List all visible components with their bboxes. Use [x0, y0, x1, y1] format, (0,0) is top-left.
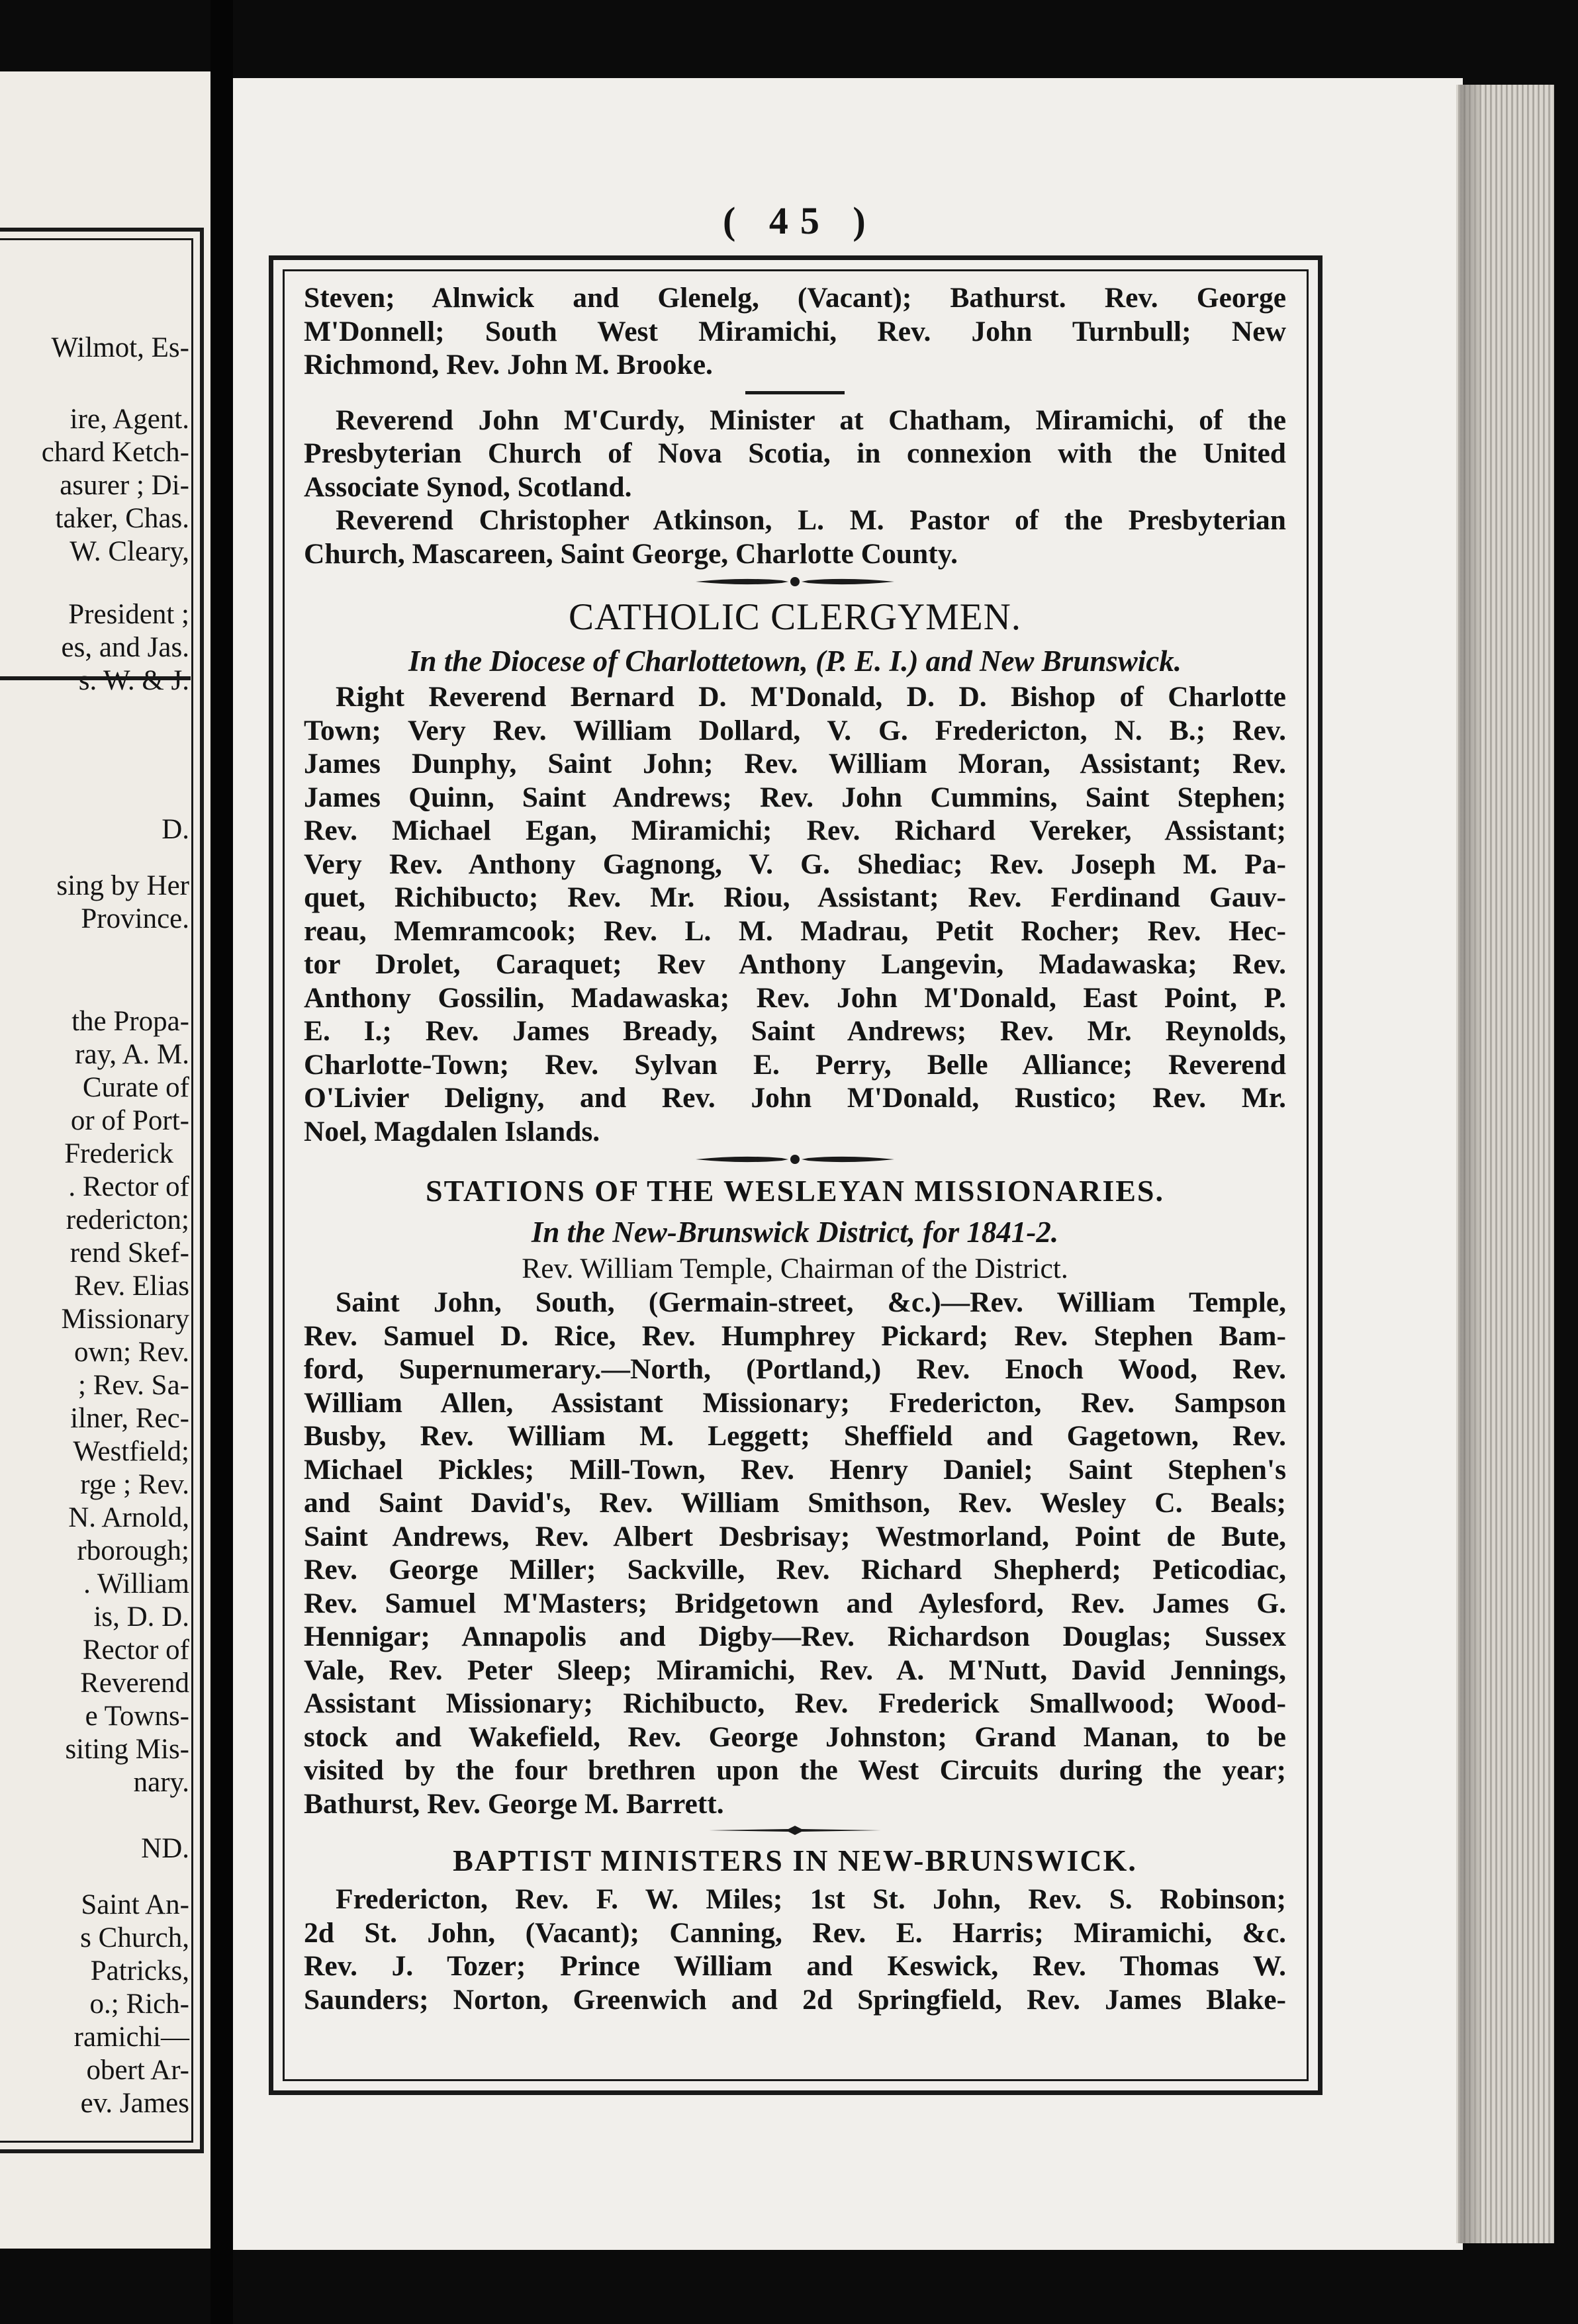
facing-page-line: Province. — [81, 903, 189, 934]
text-line: Rev. George Miller; Sackville, Rev. Richard Shepherd; Peticodiac, — [304, 1554, 1286, 1586]
text-line: Presbyterian Church of Nova Scotia, in connexion with the United — [304, 437, 1286, 469]
catholic-heading: CATHOLIC CLERGYMEN. — [569, 596, 1021, 638]
facing-page-line: s. W. & J. — [78, 665, 189, 696]
page-number: ( 45 ) — [723, 199, 878, 242]
text-line: reau, Memramcook; Rev. L. M. Madrau, Petit Rocher; Rev. Hec- — [304, 915, 1286, 947]
facing-page-line: sing by Her — [56, 870, 189, 901]
wesleyan-subheading: In the New-Brunswick District, for 1841-2. — [531, 1216, 1059, 1249]
text-line: Charlotte-Town; Rev. Sylvan E. Perry, Belle Alliance; Reverend — [304, 1048, 1286, 1081]
text-line: Michael Pickles; Mill-Town, Rev. Henry Daniel; Saint Stephen's — [304, 1453, 1286, 1486]
facing-page-line: N. Arnold, — [68, 1502, 189, 1533]
catholic-subheading: In the Diocese of Charlottetown, (P. E. I.) and New Brunswick. — [408, 645, 1182, 678]
text-line: Rev. Samuel M'Masters; Bridgetown and Aylesford, Rev. James G. — [304, 1587, 1286, 1619]
facing-page-line: Saint An- — [81, 1889, 189, 1920]
text-line: stock and Wakefield, Rev. George Johnston; Grand Manan, to be — [304, 1721, 1286, 1753]
facing-page-line: asurer ; Di- — [60, 470, 189, 501]
text-line: Saint Andrews, Rev. Albert Desbrisay; Westmorland, Point de Bute, — [304, 1520, 1286, 1552]
facing-page-line: rborough; — [77, 1535, 189, 1566]
facing-page-line: President ; — [68, 599, 189, 630]
text-line: Church, Mascareen, Saint George, Charlotte County. — [304, 537, 958, 570]
text-line: E. I.; Rev. James Bready, Saint Andrews; Rev. Mr. Reynolds, — [304, 1015, 1286, 1047]
facing-page-rule — [0, 676, 191, 680]
page-edge-shadow — [1460, 85, 1480, 2243]
facing-page-line: ev. James — [80, 2088, 189, 2119]
page-content — [304, 281, 1286, 2016]
text-line: Rev. Michael Egan, Miramichi; Rev. Richard Vereker, Assistant; — [304, 815, 1286, 846]
facing-page-line: own; Rev. — [74, 1337, 189, 1368]
text-line: William Allen, Assistant Missionary; Fredericton, Rev. Sampson — [304, 1386, 1286, 1419]
facing-page-line: redericton; — [66, 1204, 189, 1235]
facing-page-line: . William — [83, 1568, 189, 1599]
facing-page — [0, 71, 210, 2249]
text-line: Saint John, South, (Germain-street, &c.)—Rev. William Temple, — [336, 1286, 1286, 1318]
facing-page-line: ire, Agent. — [70, 404, 189, 435]
facing-page-line: or of Port- — [70, 1105, 189, 1136]
text-line: 2d St. John, (Vacant); Canning, Rev. E. Harris; Miramichi, &c. — [304, 1916, 1286, 1949]
text-line: tor Drolet, Caraquet; Rev Anthony Langevin, Madawaska; Rev. — [304, 948, 1286, 980]
wesleyan-heading: STATIONS OF THE WESLEYAN MISSIONARIES. — [425, 1174, 1165, 1208]
text-line: visited by the four brethren upon the West Circuits during the year; — [304, 1754, 1286, 1786]
text-line: Fredericton, Rev. F. W. Miles; 1st St. John, Rev. S. Robinson; — [336, 1883, 1286, 1915]
facing-page-line: ; Rev. Sa- — [78, 1370, 189, 1401]
facing-page-line: ilner, Rec- — [70, 1403, 189, 1434]
text-line: Reverend John M'Curdy, Minister at Chatham, Miramichi, of the — [336, 404, 1286, 436]
wesleyan-chairman: Rev. William Temple, Chairman of the District. — [522, 1253, 1068, 1284]
facing-page-line: D. — [162, 814, 189, 845]
baptist-heading: BAPTIST MINISTERS IN NEW-BRUNSWICK. — [453, 1844, 1137, 1877]
facing-page-line: e Towns- — [85, 1701, 189, 1732]
facing-page-line: Patricks, — [90, 1955, 189, 1987]
text-line: Rev. Samuel D. Rice, Rev. Humphrey Pickard; Rev. Stephen Bam- — [304, 1319, 1286, 1352]
text-line: Associate Synod, Scotland. — [304, 470, 632, 503]
ornament-divider — [709, 1824, 881, 1836]
text-line: Noel, Magdalen Islands. — [304, 1115, 600, 1147]
text-line: James Dunphy, Saint John; Rev. William Moran, Assistant; Rev. — [304, 748, 1286, 780]
text-line: Steven; Alnwick and Glenelg, (Vacant); Bathurst. Rev. George — [304, 282, 1286, 314]
facing-page-line: Wilmot, Es- — [51, 332, 189, 363]
facing-page-line: is, D. D. — [93, 1601, 189, 1632]
text-line: Hennigar; Annapolis and Digby—Rev. Richardson Douglas; Sussex — [304, 1621, 1286, 1652]
facing-page-line: Missionary — [61, 1304, 189, 1335]
facing-page-line: Rev. Elias — [74, 1271, 189, 1302]
ornament-divider — [696, 1152, 894, 1167]
page-frame — [269, 255, 1323, 2095]
text-line: quet, Richibucto; Rev. Mr. Riou, Assistant; Rev. Ferdinand Gauv- — [304, 881, 1286, 913]
ornament-divider — [696, 574, 894, 589]
text-line: Busby, Rev. William M. Leggett; Sheffield and Gagetown, Rev. — [304, 1420, 1286, 1452]
section-rule — [745, 391, 845, 394]
text-line: Assistant Missionary; Richibucto, Rev. Frederick Smallwood; Wood- — [304, 1687, 1286, 1719]
text-line: Town; Very Rev. William Dollard, V. G. Fredericton, N. B.; Rev. — [304, 714, 1286, 746]
text-line: Vale, Rev. Peter Sleep; Miramichi, Rev. A. M'Nutt, David Jennings, — [304, 1654, 1286, 1686]
facing-page-line: Frederick — [64, 1138, 173, 1169]
text-line: Very Rev. Anthony Gagnong, V. G. Shediac; Rev. Joseph M. Pa- — [304, 848, 1286, 880]
facing-page-line: ramichi— — [73, 2022, 189, 2053]
text-line: Anthony Gossilin, Madawaska; Rev. John M'Donald, East Point, P. — [304, 981, 1286, 1014]
facing-page-line: ray, A. M. — [75, 1039, 189, 1070]
text-line: Rev. J. Tozer; Prince William and Keswick, Rev. Thomas W. — [304, 1950, 1286, 1982]
facing-page-line: the Propa- — [71, 1006, 189, 1037]
facing-page-line: Westfield; — [73, 1436, 189, 1467]
facing-page-line: Reverend — [80, 1668, 189, 1699]
facing-page-line: taker, Chas. — [55, 503, 189, 534]
facing-page-line: Rector of — [82, 1634, 189, 1666]
facing-page-line: es, and Jas. — [61, 632, 189, 663]
facing-page-line: ND. — [141, 1833, 189, 1864]
text-line: Richmond, Rev. John M. Brooke. — [304, 349, 713, 380]
text-line: James Quinn, Saint Andrews; Rev. John Cummins, Saint Stephen; — [304, 781, 1286, 813]
text-line: Saunders; Norton, Greenwich and 2d Springfield, Rev. James Blake- — [304, 1983, 1286, 2016]
facing-page-line: chard Ketch- — [41, 437, 189, 468]
book-gutter — [210, 0, 233, 2324]
text-line: and Saint David's, Rev. William Smithson, Rev. Wesley C. Beals; — [304, 1487, 1286, 1519]
facing-page-line: W. Cleary, — [70, 536, 189, 567]
facing-page-line: obert Ar- — [86, 2055, 189, 2086]
text-line: Bathurst, Rev. George M. Barrett. — [304, 1787, 724, 1820]
facing-page-line: rge ; Rev. — [80, 1469, 189, 1500]
facing-page-line: s Church, — [80, 1922, 189, 1953]
facing-page-line: . Rector of — [68, 1171, 189, 1202]
facing-page-line: o.; Rich- — [89, 1989, 189, 2020]
text-line: Right Reverend Bernard D. M'Donald, D. D. Bishop of Charlotte — [336, 681, 1286, 713]
text-line: O'Livier Deligny, and Rev. John M'Donald, Rustico; Rev. Mr. — [304, 1082, 1286, 1114]
text-line: Reverend Christopher Atkinson, L. M. Pastor of the Presbyterian — [336, 504, 1286, 536]
facing-page-line: Curate of — [82, 1072, 189, 1103]
facing-page-line: nary. — [133, 1767, 189, 1798]
text-line: ford, Supernumerary.—North, (Portland,) Rev. Enoch Wood, Rev. — [304, 1353, 1286, 1385]
facing-page-line: siting Mis- — [65, 1734, 189, 1765]
text-line: M'Donnell; South West Miramichi, Rev. John Turnbull; New — [304, 315, 1286, 347]
facing-page-line: rend Skef- — [70, 1237, 189, 1269]
